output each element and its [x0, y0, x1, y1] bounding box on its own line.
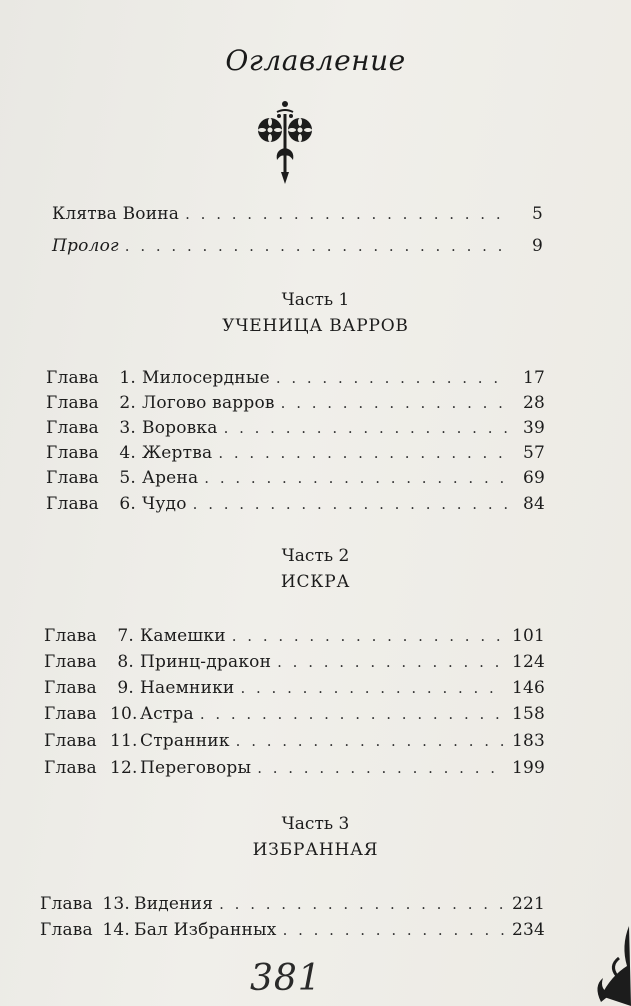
chapter-title: Наемники	[140, 678, 235, 698]
chapter-number: 14.	[102, 920, 130, 940]
part-label: Часть 2	[281, 546, 350, 566]
chapter-title: Жертва	[142, 443, 213, 463]
chapter-page: 101	[511, 626, 545, 646]
chapter-page: 183	[511, 731, 545, 751]
chapter-page: 28	[522, 393, 545, 413]
toc-entry-title: Клятва Воина	[52, 204, 180, 224]
toc-entry-title: Пролог	[52, 236, 119, 256]
toc-entry[interactable]	[52, 204, 543, 224]
chapter-number: 10.	[110, 704, 138, 724]
chapter-entry[interactable]	[44, 652, 545, 672]
chapter-entry[interactable]	[46, 443, 545, 463]
chapter-title: Арена	[142, 468, 199, 488]
chapter-number: 5.	[119, 468, 136, 488]
chapter-title: Принц-дракон	[140, 652, 272, 672]
chapter-entry[interactable]	[40, 894, 545, 914]
chapter-entry[interactable]	[46, 468, 545, 488]
chapter-word: Глава	[40, 920, 93, 940]
chapter-page: 84	[522, 494, 545, 514]
chapter-number: 1.	[119, 368, 136, 388]
dot-leader	[232, 627, 506, 645]
dot-leader	[204, 469, 509, 487]
chapter-word: Глава	[46, 494, 99, 514]
chapter-title: Камешки	[140, 626, 226, 646]
chapter-title: Переговоры	[140, 758, 252, 778]
chapter-word: Глава	[46, 443, 99, 463]
dot-leader	[185, 205, 507, 223]
part-name: УЧЕНИЦА ВАРРОВ	[222, 316, 409, 336]
chapter-title: Милосердные	[142, 368, 270, 388]
chapter-page: 17	[522, 368, 545, 388]
chapter-entry[interactable]	[44, 704, 545, 724]
chapter-title: Астра	[140, 704, 194, 724]
chapter-number: 2.	[119, 393, 136, 413]
chapter-entry[interactable]	[44, 678, 545, 698]
chapter-entry[interactable]	[44, 731, 545, 751]
chapter-page: 158	[511, 704, 545, 724]
chapter-number: 6.	[119, 494, 136, 514]
chapter-number: 13.	[102, 894, 130, 914]
chapter-title: Странник	[140, 731, 230, 751]
chapter-word: Глава	[44, 626, 97, 646]
chapter-entry[interactable]	[44, 758, 545, 778]
chapter-entry[interactable]	[46, 368, 545, 388]
chapter-page: 69	[522, 468, 545, 488]
dot-leader	[224, 419, 509, 437]
chapter-page: 234	[511, 920, 545, 940]
chapter-page: 39	[522, 418, 545, 438]
chapter-entry[interactable]	[46, 418, 545, 438]
dot-leader	[283, 921, 506, 939]
chapter-word: Глава	[44, 678, 97, 698]
chapter-word: Глава	[46, 393, 99, 413]
dot-leader	[125, 237, 507, 255]
chapter-word: Глава	[46, 368, 99, 388]
dot-leader	[200, 705, 506, 723]
chapter-title: Чудо	[142, 494, 187, 514]
chapter-page: 221	[511, 894, 545, 914]
dot-leader	[193, 495, 509, 513]
part-name: ИСКРА	[280, 572, 351, 592]
chapter-title: Логово варров	[142, 393, 275, 413]
chapter-entry[interactable]	[40, 920, 545, 940]
toc-title: Оглавление	[225, 44, 406, 77]
toc-entry[interactable]	[52, 236, 543, 256]
dot-leader	[218, 444, 509, 462]
chapter-number: 9.	[117, 678, 134, 698]
chapter-entry[interactable]	[44, 626, 545, 646]
chapter-page: 57	[522, 443, 545, 463]
chapter-number: 11.	[110, 731, 138, 751]
page-number: 381	[250, 958, 322, 999]
chapter-word: Глава	[44, 731, 97, 751]
dot-leader	[281, 394, 509, 412]
dot-leader	[276, 369, 509, 387]
dot-leader	[236, 732, 506, 750]
dot-leader	[277, 653, 506, 671]
chapter-title: Видения	[134, 894, 214, 914]
chapter-word: Глава	[44, 652, 97, 672]
chapter-entry[interactable]	[46, 393, 545, 413]
chapter-word: Глава	[46, 418, 99, 438]
chapter-entry[interactable]	[46, 494, 545, 514]
chapter-word: Глава	[44, 704, 97, 724]
chapter-word: Глава	[40, 894, 93, 914]
chapter-page: 199	[511, 758, 545, 778]
chapter-number: 4.	[119, 443, 136, 463]
dot-leader	[219, 895, 506, 913]
part-name: ИЗБРАННАЯ	[252, 840, 379, 860]
chapter-page: 146	[511, 678, 545, 698]
chapter-page: 124	[511, 652, 545, 672]
toc-entry-page: 5	[531, 204, 543, 224]
corner-flourish-icon	[541, 916, 631, 1006]
chapter-number: 8.	[117, 652, 134, 672]
chapter-number: 7.	[117, 626, 134, 646]
chapter-title: Воровка	[142, 418, 218, 438]
dot-leader	[257, 759, 506, 777]
chapter-number: 3.	[119, 418, 136, 438]
part-label: Часть 3	[281, 814, 350, 834]
chapter-word: Глава	[44, 758, 97, 778]
chapter-word: Глава	[46, 468, 99, 488]
dot-leader	[240, 679, 505, 697]
chapter-number: 12.	[110, 758, 138, 778]
chapter-title: Бал Избранных	[134, 920, 277, 940]
toc-entry-page: 9	[531, 236, 543, 256]
part-label: Часть 1	[281, 290, 350, 310]
floral-ornament-icon	[255, 98, 315, 188]
